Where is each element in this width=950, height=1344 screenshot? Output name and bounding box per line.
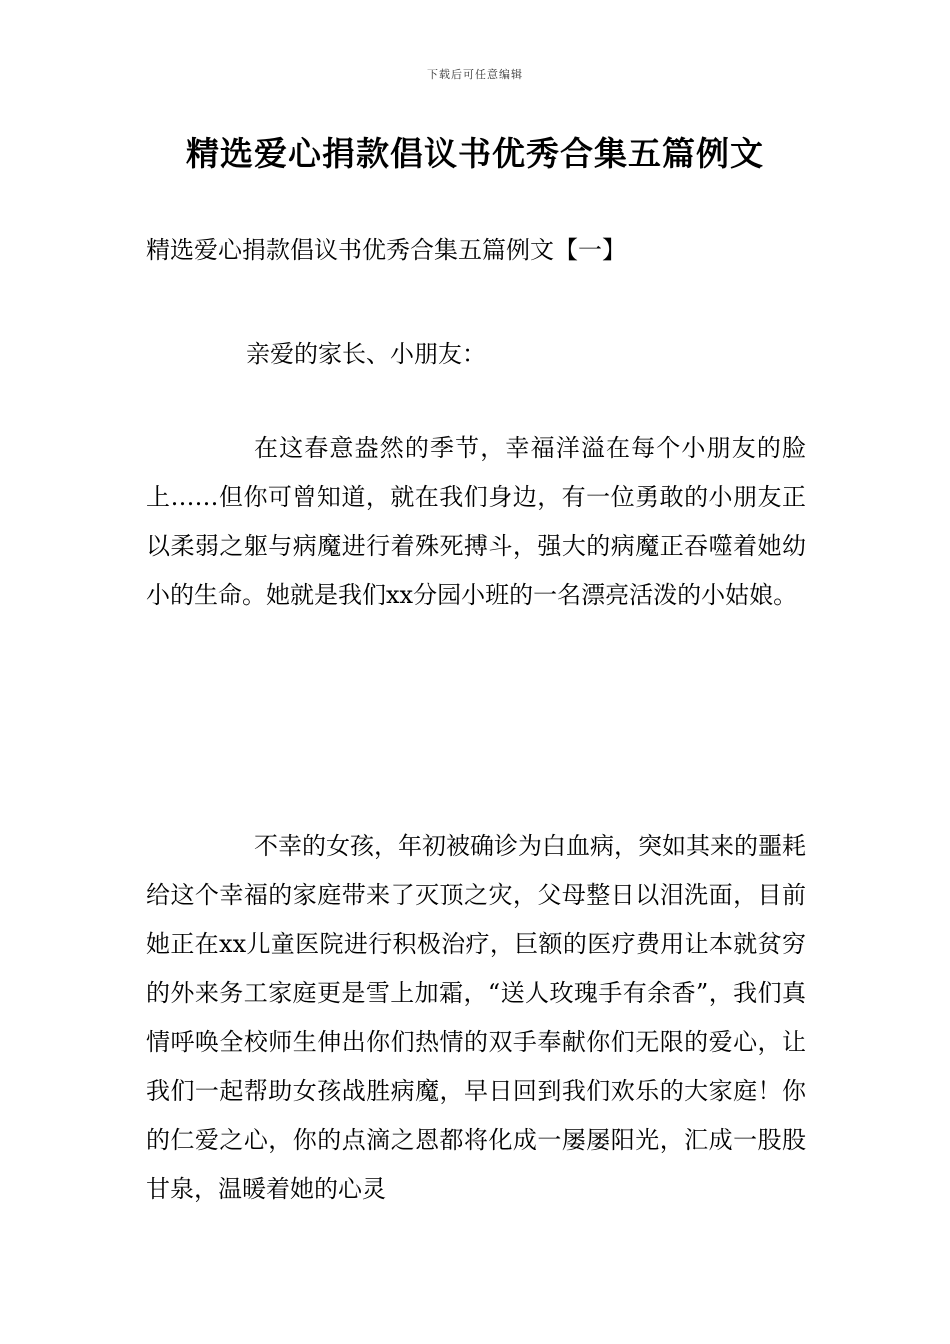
document-title: 精选爱心捐款倡议书优秀合集五篇例文 [186, 134, 764, 173]
body-paragraph-2: 不幸的女孩，年初被确诊为白血病，突如其来的噩耗给这个幸福的家庭带来了灭顶之灾，父母整日以泪洗面，目前她正在xx儿童医院进行积极治疗，巨额的医疗费用让本就贫穷的外来务工家庭更是雪上加霜，“送人玫瑰手有余香”，我们真情呼唤全校师生伸出你们热情的双手奉献你们无限的爱心，让我们一起帮助女孩战胜病魔，早日回到我们欢乐的大家庭！你的仁爱之心，你的点滴之恩都将化成一屡屡阳光，汇成一股股甘泉，温暖着她的心灵 [146, 832, 806, 1203]
section-heading: 精选爱心捐款倡议书优秀合集五篇例文【一】 [146, 236, 626, 264]
salutation: 亲爱的家长、小朋友： [246, 340, 486, 368]
header-note: 下载后可任意编辑 [427, 68, 523, 81]
body-paragraph-1: 在这春意盎然的季节，幸福洋溢在每个小朋友的脸上……但你可曾知道，就在我们身边，有一位勇敢的小朋友正以柔弱之躯与病魔进行着殊死搏斗，强大的病魔正吞噬着她幼小的生命。她就是我们xx分园小班的一名漂亮活泼的小姑娘。 [146, 434, 806, 609]
